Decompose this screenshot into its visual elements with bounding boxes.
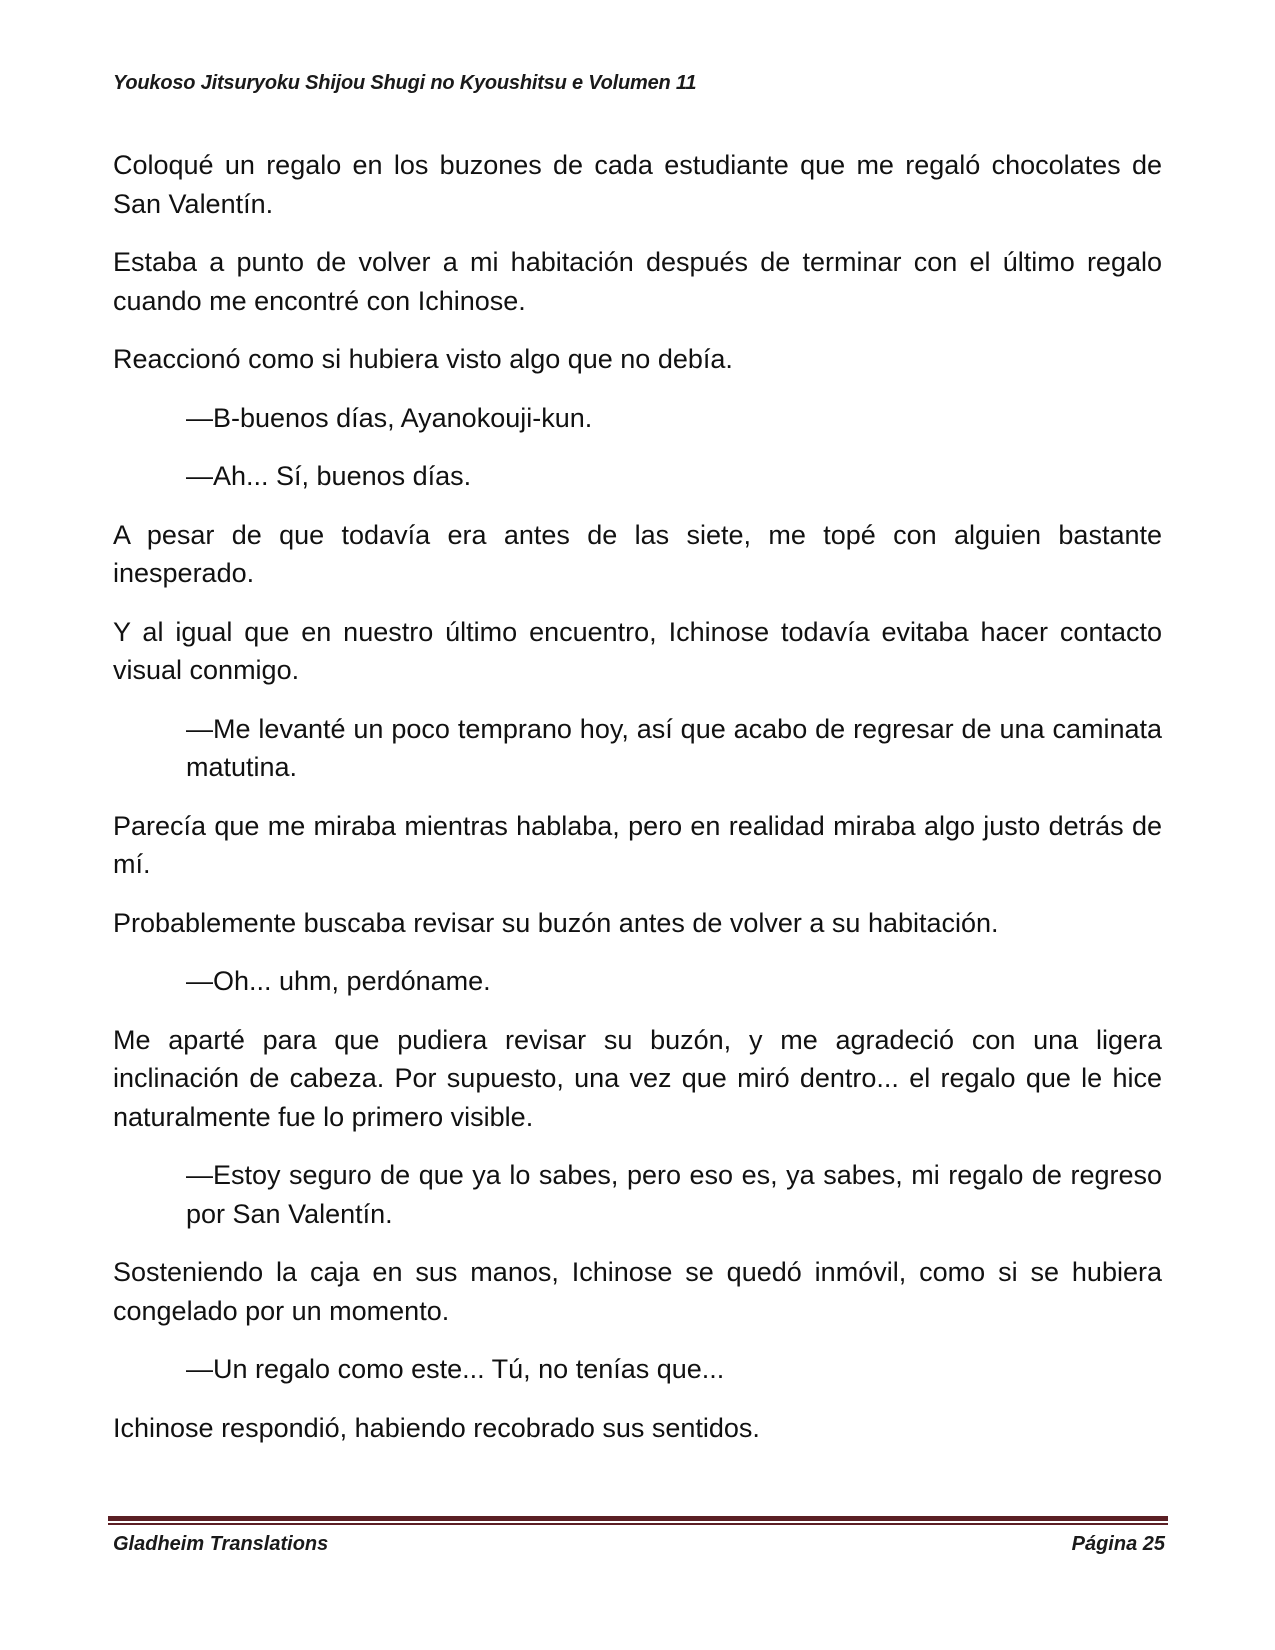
paragraph: Estaba a punto de volver a mi habitación después de terminar con el último regalo cuando me encontré con Ichinose.	[113, 247, 1162, 316]
dialogue-line: —Oh... uhm, perdóname.	[186, 966, 491, 996]
paragraph: A pesar de que todavía era antes de las siete, me topé con alguien bastante inesperado.	[113, 519, 1162, 588]
running-header-title: Youkoso Jitsuryoku Shijou Shugi no Kyoushitsu e Volumen 11	[113, 72, 697, 94]
footer-divider-thin-line	[108, 1523, 1168, 1525]
footer-page-number: Página 25	[1071, 1533, 1165, 1555]
paragraph: Parecía que me miraba mientras hablaba, pero en realidad miraba algo justo detrás de mí.	[113, 810, 1162, 879]
paragraph: Probablemente buscaba revisar su buzón antes de volver a su habitación.	[113, 907, 999, 938]
paragraph: Ichinose respondió, habiendo recobrado sus sentidos.	[113, 1412, 760, 1443]
body-text	[113, 146, 1162, 1467]
dialogue-line: —B-buenos días, Ayanokouji-kun.	[186, 402, 593, 433]
paragraph: Coloqué un regalo en los buzones de cada estudiante que me regaló chocolates de San Valentín.	[113, 150, 1162, 219]
paragraph: Reaccionó como si hubiera visto algo que no debía.	[113, 344, 733, 374]
dialogue-line: —Ah... Sí, buenos días.	[186, 461, 472, 491]
footer-divider-thick-line	[108, 1516, 1168, 1521]
paragraph: Sosteniendo la caja en sus manos, Ichinose se quedó inmóvil, como si se hubiera congelado por un momento.	[113, 1257, 1162, 1326]
dialogue-line: —Estoy seguro de que ya lo sabes, pero eso es, ya sabes, mi regalo de regreso por San Valentín.	[186, 1160, 1162, 1229]
paragraph: Me aparté para que pudiera revisar su buzón, y me agradeció con una ligera inclinación de cabeza. Por supuesto, una vez que miró dentro... el regalo que le hice naturalmente fue lo primero visible.	[113, 1024, 1162, 1132]
paragraph: Y al igual que en nuestro último encuentro, Ichinose todavía evitaba hacer contacto visual conmigo.	[113, 616, 1162, 685]
footer-publisher: Gladheim Translations	[113, 1533, 329, 1555]
dialogue-line: —Un regalo como este... Tú, no tenías que...	[186, 1354, 725, 1384]
dialogue-line: —Me levanté un poco temprano hoy, así que acabo de regresar de una caminata matutina.	[186, 713, 1162, 782]
